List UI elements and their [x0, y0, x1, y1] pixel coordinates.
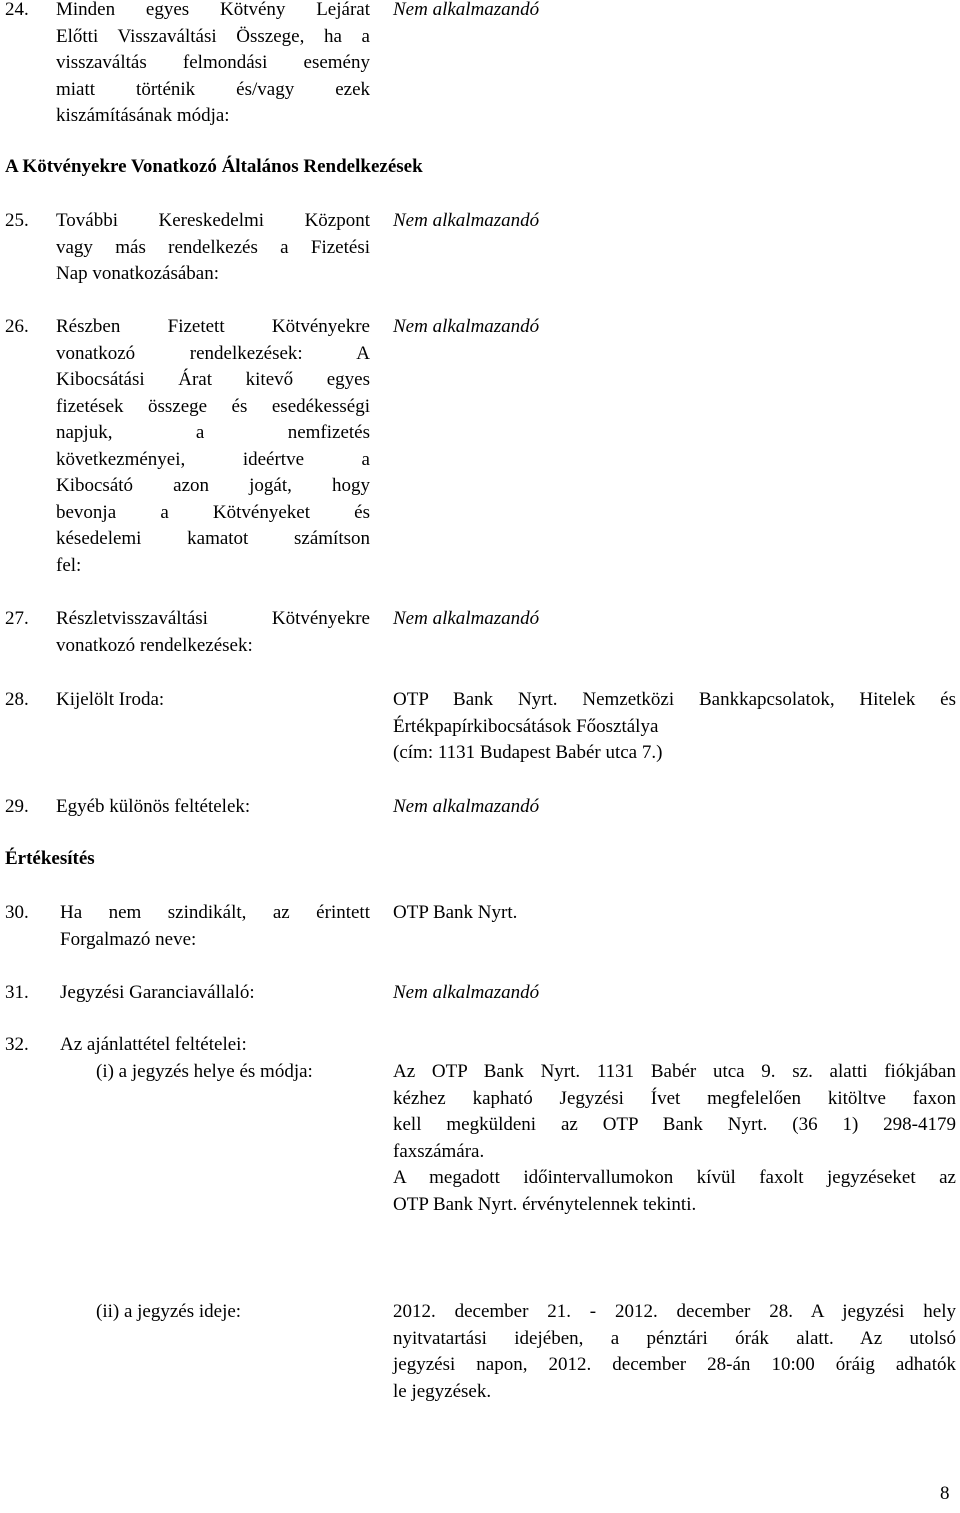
item-29-number: 29.: [5, 796, 29, 817]
item-25-number: 25.: [5, 210, 29, 231]
section-heading-general: A Kötvényekre Vonatkozó Általános Rendelkezések: [5, 156, 423, 177]
item-28-value: [393, 687, 956, 767]
label-line: vagy más rendelkezés a Fizetési: [56, 236, 370, 258]
item-24-value: Nem alkalmazandó: [393, 0, 540, 20]
label-line: Részletvisszaváltási Kötvényekre: [56, 608, 370, 629]
item-28-number: 28.: [5, 689, 29, 710]
value-line: 2012. december 21. - 2012. december 28. A jegyzési hely: [393, 1301, 956, 1322]
item-26-value: Nem alkalmazandó: [393, 316, 540, 337]
item-32-sub-i-label: (i) a jegyzés helye és módja:: [96, 1061, 313, 1082]
value-line: faxszámára.: [393, 1140, 485, 1162]
item-25-value: Nem alkalmazandó: [393, 210, 540, 231]
item-25-label: [56, 208, 370, 288]
label-line: kiszámításának módja:: [56, 105, 230, 126]
item-31-label: Jegyzési Garanciavállaló:: [60, 982, 255, 1003]
value-line: OTP Bank Nyrt. érvénytelennek tekinti.: [393, 1193, 697, 1215]
item-30-value: OTP Bank Nyrt.: [393, 902, 518, 923]
item-28-label: Kijelölt Iroda:: [56, 689, 165, 710]
page-number: 8: [940, 1483, 950, 1504]
item-31-number: 31.: [5, 982, 29, 1003]
label-line: fel:: [56, 554, 82, 576]
item-27-value: Nem alkalmazandó: [393, 608, 540, 629]
item-26-number: 26.: [5, 316, 29, 337]
value-line: nyitvatartási idejében, a pénztári órák alatt. Az utolsó: [393, 1327, 956, 1349]
label-line: visszaváltás felmondási esemény: [56, 52, 370, 73]
item-32-number: 32.: [5, 1034, 29, 1055]
value-line: A megadott időintervallumokon kívül faxolt jegyzéseket az: [393, 1167, 956, 1188]
label-line: bevonja a Kötvényeket és: [56, 501, 370, 523]
label-line: miatt történik és/vagy ezek: [56, 78, 370, 100]
label-line: Részben Fizetett Kötvényekre: [56, 316, 370, 337]
item-27-label: [56, 606, 370, 659]
label-line: Nap vonatkozásában:: [56, 263, 220, 284]
item-24-number: 24.: [5, 0, 29, 20]
value-line: kell megküldeni az OTP Bank Nyrt. (36 1) 298-4179: [393, 1114, 956, 1135]
value-line: Az OTP Bank Nyrt. 1131 Babér utca 9. sz. alatti fiókjában: [393, 1061, 956, 1082]
label-line: Kibocsátó azon jogát, hogy: [56, 475, 370, 496]
item-32-label: Az ajánlattétel feltételei:: [60, 1034, 247, 1055]
item-31-value: Nem alkalmazandó: [393, 982, 540, 1003]
value-line: kézhez kapható Jegyzési Ívet megfelelően kitöltve faxon: [393, 1087, 956, 1109]
label-line: vonatkozó rendelkezések: A: [56, 342, 370, 364]
item-30-label: [60, 900, 370, 953]
value-line: OTP Bank Nyrt. Nemzetközi Bankkapcsolatok, Hitelek és: [393, 689, 956, 710]
item-29-label: Egyéb különös feltételek:: [56, 796, 251, 817]
value-line: Értékpapírkibocsátások Főosztálya: [393, 715, 659, 737]
label-line: Ha nem szindikált, az érintett: [60, 902, 370, 923]
item-32-sub-ii-label: (ii) a jegyzés ideje:: [96, 1301, 242, 1322]
label-line: Előtti Visszaváltási Összege, ha a: [56, 25, 370, 47]
value-line: (cím: 1131 Budapest Babér utca 7.): [393, 742, 663, 763]
item-26-label: [56, 314, 370, 579]
section-heading-sales: Értékesítés: [5, 848, 95, 869]
item-24-label: [56, 0, 370, 130]
item-27-number: 27.: [5, 608, 29, 629]
label-line: késedelemi kamatot számítson: [56, 528, 370, 549]
value-line: jegyzési napon, 2012. december 28-án 10:00 óráig adhatók: [393, 1354, 956, 1375]
label-line: napjuk, a nemfizetés: [56, 422, 370, 443]
item-32-sub-i-value: [393, 1059, 956, 1218]
label-line: következményei, ideértve a: [56, 448, 370, 470]
label-line: Forgalmazó neve:: [60, 928, 197, 950]
value-line: le jegyzések.: [393, 1380, 492, 1402]
label-line: fizetések összege és esedékességi: [56, 395, 370, 417]
label-line: További Kereskedelmi Központ: [56, 210, 370, 231]
label-line: vonatkozó rendelkezések:: [56, 634, 253, 656]
item-29-value: Nem alkalmazandó: [393, 796, 540, 817]
item-32-sub-ii-value: [393, 1299, 956, 1405]
label-line: Minden egyes Kötvény Lejárat: [56, 0, 370, 20]
item-30-number: 30.: [5, 902, 29, 923]
label-line: Kibocsátási Árat kitevő egyes: [56, 369, 370, 390]
